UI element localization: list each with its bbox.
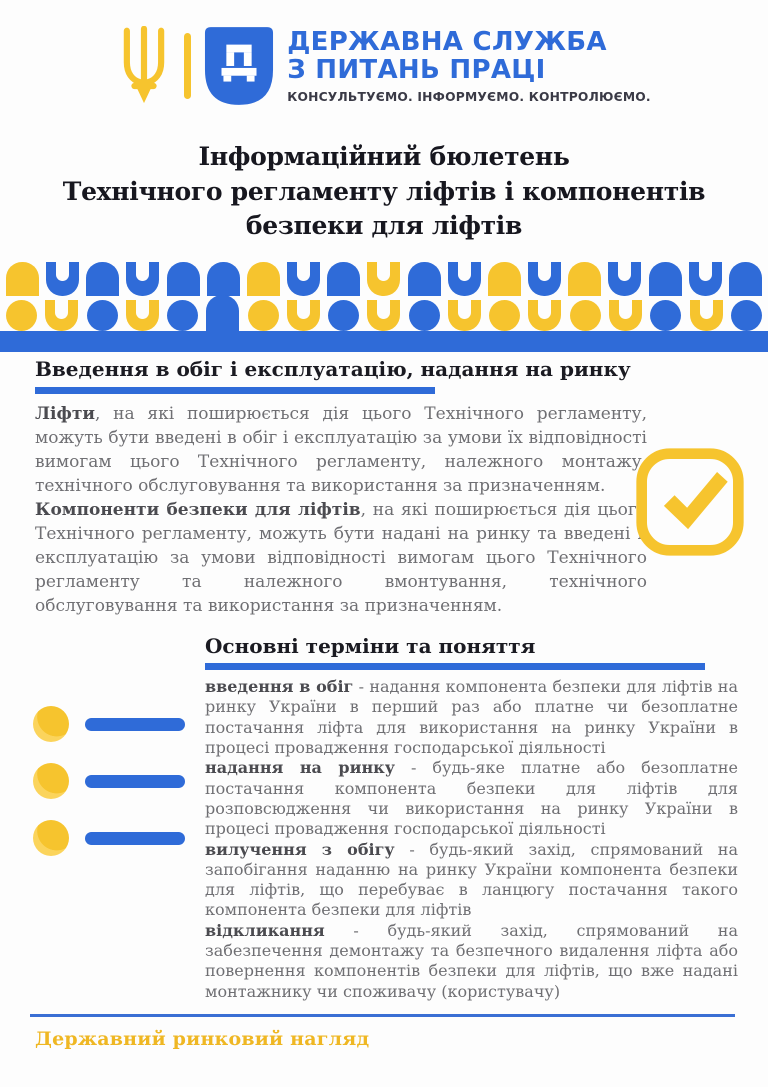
pattern-u-shape [45, 300, 78, 331]
title-line: Технічного регламенту ліфтів і компонентів [62, 176, 706, 206]
pattern-arch-shape [488, 262, 521, 296]
logo-divider [184, 33, 191, 99]
trident-icon [117, 26, 171, 106]
term-label: надання на ринку [205, 758, 395, 778]
shield-emblem-icon [204, 26, 274, 106]
bullet-row [33, 763, 185, 799]
term-item [205, 921, 738, 1002]
term-definition: - будь-який захід, спрямований на запобігання наданню на ринку України компонента безпеки для ліфтів, що перебуває в ланцюгу постачання такого компонента безпеки для ліфтів [205, 839, 738, 920]
logo-text [287, 28, 651, 104]
bullet-circle-icon [33, 820, 69, 856]
checkmark-icon [632, 444, 748, 560]
bullet-circle-icon [33, 763, 69, 799]
pattern-blue-bar [0, 331, 768, 352]
pattern-u-shape [367, 262, 400, 296]
pattern-u-shape [690, 300, 723, 331]
pattern-circle-shape [248, 300, 279, 331]
pattern-circle-shape [87, 300, 118, 331]
pattern-arch-shape [568, 262, 601, 296]
intro-paragraph [35, 499, 647, 619]
section-intro-heading: Введення в обіг і експлуатацію, надання на ринку [35, 357, 631, 381]
bullet-bar [85, 775, 185, 788]
pattern-u-shape [46, 262, 79, 296]
pattern-u-shape [608, 262, 641, 296]
pattern-arch-shape [247, 262, 280, 296]
term-label: вилучення з обігу [205, 839, 395, 859]
pattern-arch-shape [86, 262, 119, 296]
title-line: безпеки для ліфтів [245, 211, 523, 240]
section-terms-heading: Основні терміни та поняття [205, 634, 536, 658]
pattern-circle-shape [731, 300, 762, 331]
bullet-circle-icon [33, 706, 69, 742]
term-item [205, 758, 738, 839]
section-terms [205, 634, 738, 1002]
pattern-circle-shape [650, 300, 681, 331]
org-name-line1: ДЕРЖАВНА СЛУЖБА [287, 26, 607, 57]
bullet-row [33, 820, 185, 856]
bullet-bar [85, 832, 185, 845]
pattern-arch-shape [327, 262, 360, 296]
term-item [205, 677, 738, 758]
section-terms-rule [205, 663, 705, 670]
bullet-bar [85, 718, 185, 731]
pattern-arch-shape [729, 262, 762, 296]
term-definition: - будь-яке платне або безоплатне постачання компонента безпеки для ліфтів для розповсюдження чи використання на ринку України в процесі провадження господарської діяльності [205, 758, 738, 839]
pattern-u-shape [448, 262, 481, 296]
terms-list [205, 677, 738, 1002]
pattern-circle-shape [570, 300, 601, 331]
paragraph-text: , на які поширюється дія цього Технічного регламенту, можуть бути введені в обіг і експлуатацію за умови їх відповідності вимогам цього Технічного регламенту, належного монтажу, технічного обслуговування та використання за призначенням. [35, 404, 647, 496]
pattern-arch-shape [207, 262, 240, 296]
pattern-arch-shape [408, 262, 441, 296]
title-line: Інформаційний бюлетень [198, 142, 570, 171]
pattern-arch-shape [206, 295, 239, 331]
pattern-row-bottom [0, 300, 768, 331]
intro-paragraph [35, 403, 647, 499]
term-item [205, 840, 738, 921]
term-definition: - надання компонента безпеки для ліфтів на ринку України в перший раз або платне чи безоплатне постачання ліфта для використання на ринку України в процесі провадження господарської діяльності [205, 677, 739, 757]
intro-paragraphs [35, 403, 647, 619]
pattern-u-shape [448, 300, 481, 331]
term-definition: - будь-який захід, спрямований на забезпечення демонтажу та безпечного видалення ліфта або повернення компонентів безпеки для ліфтів, що вже надані монтажнику чи споживачу (користувачу) [205, 920, 738, 1001]
pattern-u-shape [126, 300, 159, 331]
pattern-u-shape [528, 262, 561, 296]
pattern-row-top [0, 262, 768, 296]
footer-label: Державний ринковий нагляд [35, 1028, 370, 1050]
pattern-u-shape [287, 262, 320, 296]
pattern-circle-shape [6, 300, 37, 331]
pattern-arch-shape [649, 262, 682, 296]
document-title [0, 140, 768, 244]
term-label: введення в обіг [205, 677, 354, 696]
list-bullets-decoration [33, 706, 185, 877]
section-intro [35, 357, 735, 619]
footer-rule [30, 1014, 735, 1017]
section-intro-rule [35, 387, 435, 394]
org-name-line2: З ПИТАНЬ ПРАЦІ [287, 55, 546, 85]
decorative-pattern-band [0, 262, 768, 352]
logo-tagline: КОНСУЛЬТУЄМО. ІНФОРМУЄМО. КОНТРОЛЮЄМО. [287, 90, 651, 105]
paragraph-text: , на які поширюється дія цього Технічного регламенту, можуть бути надані на ринку та введені в експлуатацію за умови відповідності вимогам цього Технічного регламенту та належного вмонтування, технічного обслуговування та використання за призначенням. [35, 499, 647, 616]
pattern-u-shape [609, 300, 642, 331]
pattern-circle-shape [409, 300, 440, 331]
pattern-u-shape [126, 262, 159, 296]
pattern-u-shape [528, 300, 561, 331]
pattern-u-shape [287, 300, 320, 331]
term-label: відкликання [205, 920, 325, 940]
pattern-u-shape [367, 300, 400, 331]
header-logo [0, 26, 768, 106]
bullet-row [33, 706, 185, 742]
pattern-circle-shape [328, 300, 359, 331]
pattern-arch-shape [167, 262, 200, 296]
paragraph-lead: Ліфти [35, 404, 95, 424]
paragraph-lead: Компоненти безпеки для ліфтів [35, 499, 361, 520]
pattern-circle-shape [489, 300, 520, 331]
pattern-arch-shape [6, 262, 39, 296]
pattern-u-shape [689, 262, 722, 296]
pattern-circle-shape [167, 300, 198, 331]
